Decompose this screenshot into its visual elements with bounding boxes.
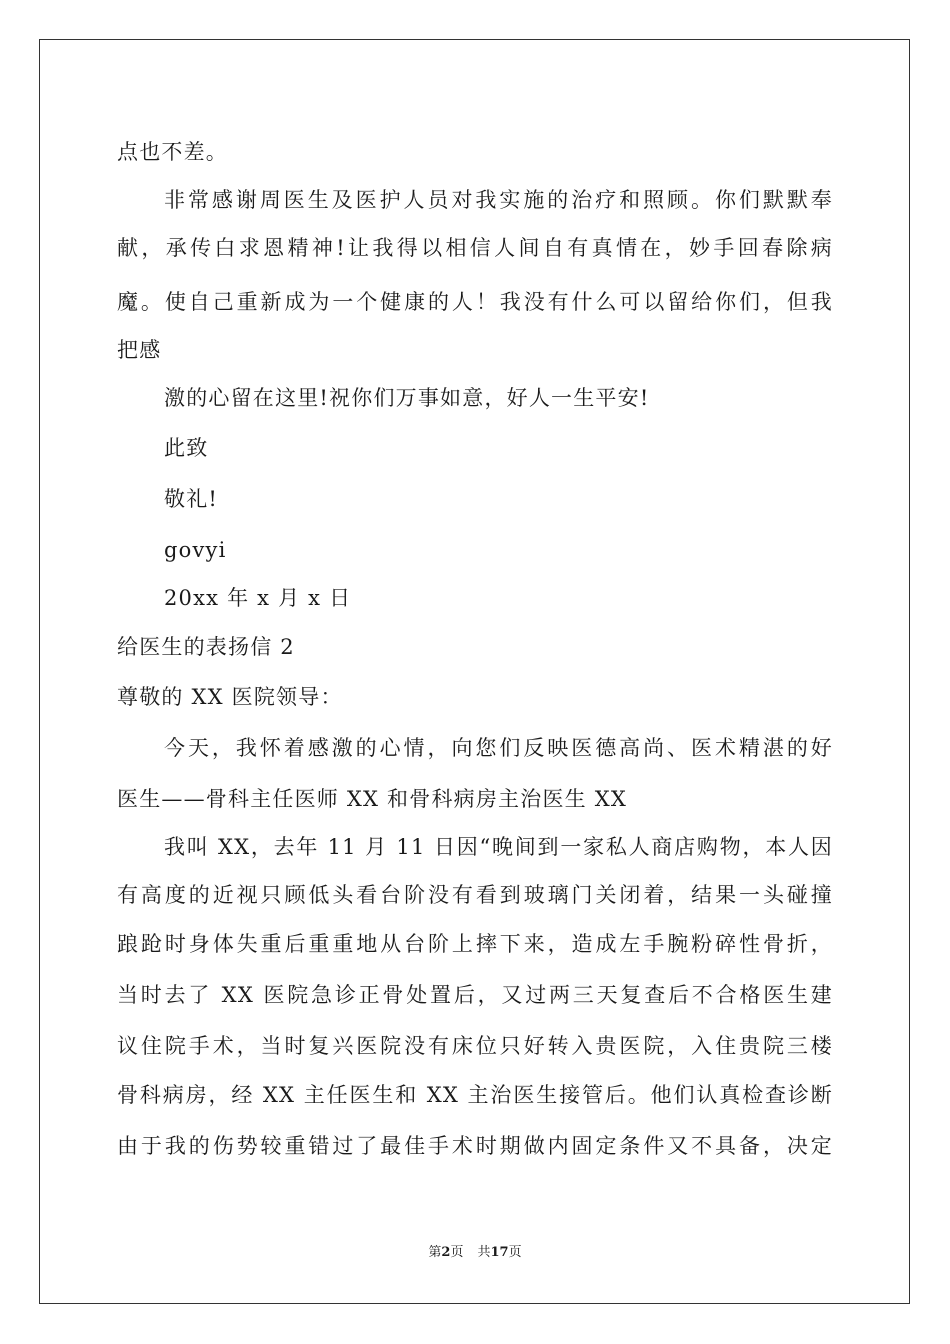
text-line: 由于我的伤势较重错过了最佳手术时期做内固定条件又不具备，决定 bbox=[117, 1134, 833, 1158]
footer-total-number: 17 bbox=[490, 1245, 509, 1260]
text-line: 非常感谢周医生及医护人员对我实施的治疗和照顾。你们默默奉 bbox=[164, 188, 833, 212]
footer-page-prefix: 第 bbox=[428, 1245, 442, 1260]
text-line: 医生——骨科主任医师 XX 和骨科病房主治医生 XX bbox=[117, 787, 628, 811]
date-line: 20xx 年 x 月 x 日 bbox=[164, 586, 352, 610]
footer-page-number: 2 bbox=[441, 1245, 451, 1260]
text-line: 点也不差。 bbox=[117, 140, 228, 164]
footer-total-suffix: 页 bbox=[508, 1245, 522, 1260]
text-line: 敬礼! bbox=[164, 487, 219, 511]
text-line: 献，承传白求恩精神!让我得以相信人间自有真情在，妙手回春除病 bbox=[117, 236, 833, 260]
text-line: 此致 bbox=[164, 436, 209, 460]
text-line: 有高度的近视只顾低头看台阶没有看到玻璃门关闭着，结果一头碰撞 bbox=[117, 883, 833, 907]
letter-title: 给医生的表扬信 2 bbox=[117, 635, 295, 659]
text-line: 魔。使自己重新成为一个健康的人！我没有什么可以留给你们，但我 bbox=[117, 290, 833, 314]
text-line: govyi bbox=[164, 538, 227, 562]
page-border bbox=[39, 39, 910, 1304]
text-line: 议住院手术，当时复兴医院没有床位只好转入贵医院，入住贵院三楼 bbox=[117, 1034, 833, 1058]
text-line: 把感 bbox=[117, 338, 162, 362]
text-line: 今天，我怀着感激的心情，向您们反映医德高尚、医术精湛的好 bbox=[164, 736, 833, 760]
text-line: 我叫 XX，去年 11 月 11 日因“晚间到一家私人商店购物，本人因 bbox=[164, 835, 833, 859]
footer-page-suffix: 页 bbox=[450, 1245, 464, 1260]
text-line: 踉跄时身体失重后重重地从台阶上摔下来，造成左手腕粉碎性骨折， bbox=[117, 932, 833, 956]
text-line: 当时去了 XX 医院急诊正骨处置后，又过两三天复查后不合格医生建 bbox=[117, 983, 833, 1007]
text-line: 骨科病房，经 XX 主任医生和 XX 主治医生接管后。他们认真检查诊断 bbox=[117, 1083, 833, 1107]
text-line: 激的心留在这里!祝你们万事如意，好人一生平安! bbox=[164, 386, 650, 410]
page-footer bbox=[0, 1244, 950, 1262]
footer-total-prefix: 共 bbox=[477, 1245, 491, 1260]
salutation: 尊敬的 XX 医院领导： bbox=[117, 685, 343, 709]
